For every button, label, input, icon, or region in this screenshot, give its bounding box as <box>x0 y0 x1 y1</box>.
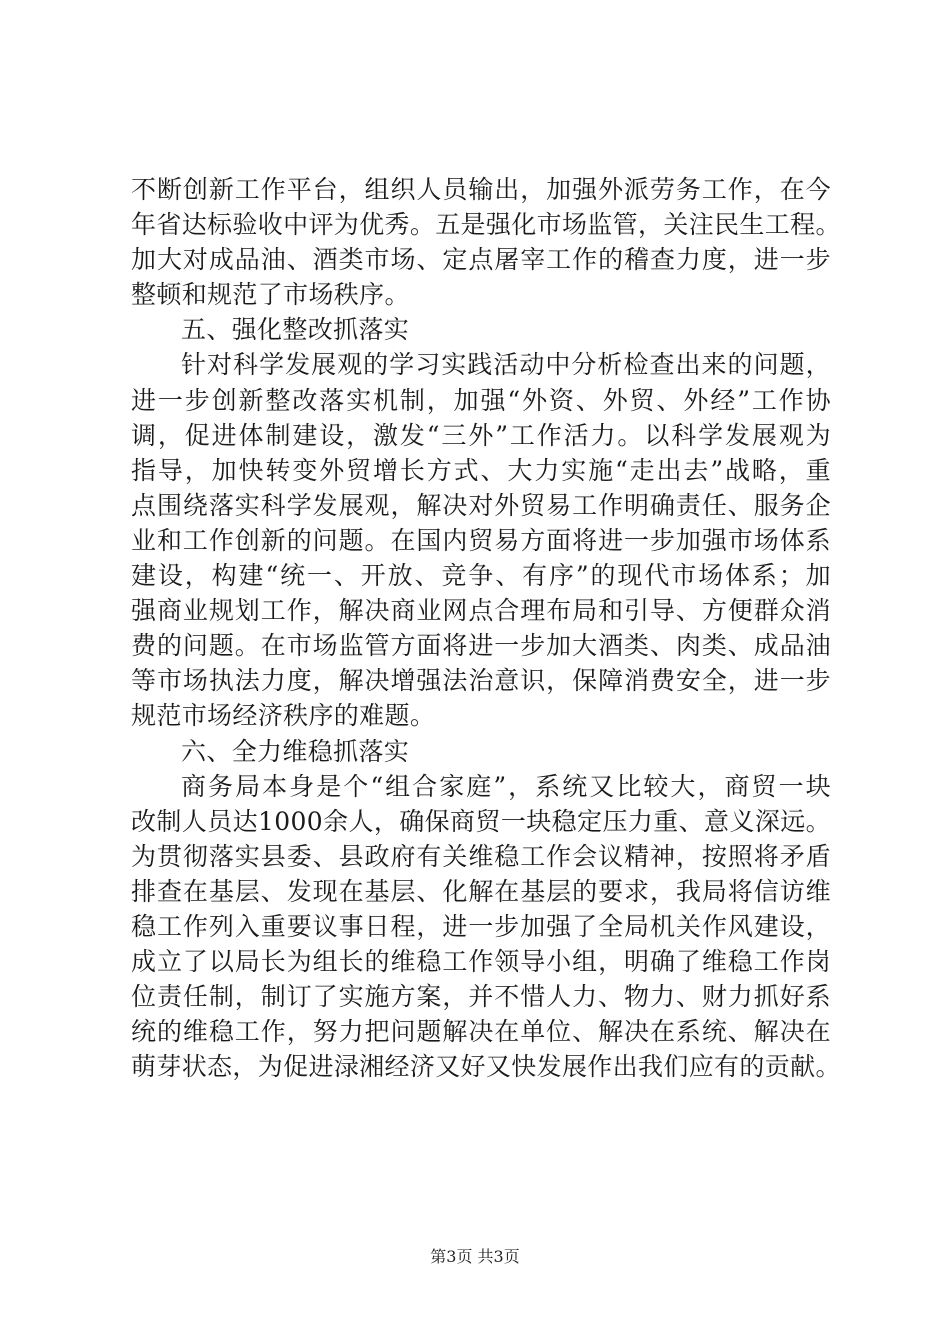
text-line: 商务局本身是个“组合家庭”，系统又比较大，商贸一块 <box>181 771 831 801</box>
text-line: 针对科学发展观的学习实践活动中分析检查出来的问题， <box>181 350 831 380</box>
text-line: 指导，加快转变外贸增长方式、大力实施“走出去”战略，重 <box>131 455 831 485</box>
text-line: 萌芽状态，为促进渌湘经济又好又快发展作出我们应有的贡献。 <box>131 1052 841 1082</box>
text-line: 建设，构建“统一、开放、竞争、有序”的现代市场体系；加 <box>131 561 831 591</box>
page-footer: 第3页 共3页 <box>430 1247 520 1266</box>
text-line: 业和工作创新的问题。在国内贸易方面将进一步加强市场体系 <box>131 525 831 555</box>
paragraph <box>131 347 831 733</box>
paragraph <box>131 172 841 312</box>
text-line: 点围绕落实科学发展观，解决对外贸易工作明确责任、服务企 <box>131 490 831 520</box>
text-line: 加大对成品油、酒类市场、定点屠宰工作的稽查力度，进一步 <box>131 245 831 275</box>
text-line: 调，促进体制建设，激发“三外”工作活力。以科学发展观为 <box>131 420 831 450</box>
paragraph <box>131 734 831 769</box>
paragraph <box>131 312 831 347</box>
text-line: 规范市场经济秩序的难题。 <box>131 701 436 731</box>
text-line: 不断创新工作平台，组织人员输出，加强外派劳务工作，在今 <box>131 175 831 204</box>
paragraph <box>131 769 841 1085</box>
text-line: 改制人员达1000余人，确保商贸一块稳定压力重、意义深远。 <box>131 806 831 836</box>
text-line: 等市场执法力度，解决增强法治意识，保障消费安全，进一步 <box>131 666 831 696</box>
text-line: 五、强化整改抓落实 <box>181 315 410 345</box>
text-line: 进一步创新整改落实机制，加强“外资、外贸、外经”工作协 <box>131 385 831 415</box>
text-line: 成立了以局长为组长的维稳工作领导小组，明确了维稳工作岗 <box>131 947 831 977</box>
document-body <box>131 172 841 1084</box>
text-line: 稳工作列入重要议事日程，进一步加强了全局机关作风建设， <box>131 911 831 941</box>
text-line: 为贯彻落实县委、县政府有关维稳工作会议精神，按照将矛盾 <box>131 841 831 871</box>
text-line: 统的维稳工作，努力把问题解决在单位、解决在系统、解决在 <box>131 1017 831 1047</box>
text-line: 整顿和规范了市场秩序。 <box>131 280 410 310</box>
text-line: 排查在基层、发现在基层、化解在基层的要求，我局将信访维 <box>131 876 831 906</box>
text-line: 年省达标验收中评为优秀。五是强化市场监管，关注民生工程。 <box>131 210 841 240</box>
text-line: 六、全力维稳抓落实 <box>181 736 410 766</box>
text-line: 位责任制，制订了实施方案，并不惜人力、物力、财力抓好系 <box>131 982 831 1012</box>
text-line: 强商业规划工作，解决商业网点合理布局和引导、方便群众消 <box>131 596 831 626</box>
text-line: 费的问题。在市场监管方面将进一步加大酒类、肉类、成品油 <box>131 631 831 661</box>
